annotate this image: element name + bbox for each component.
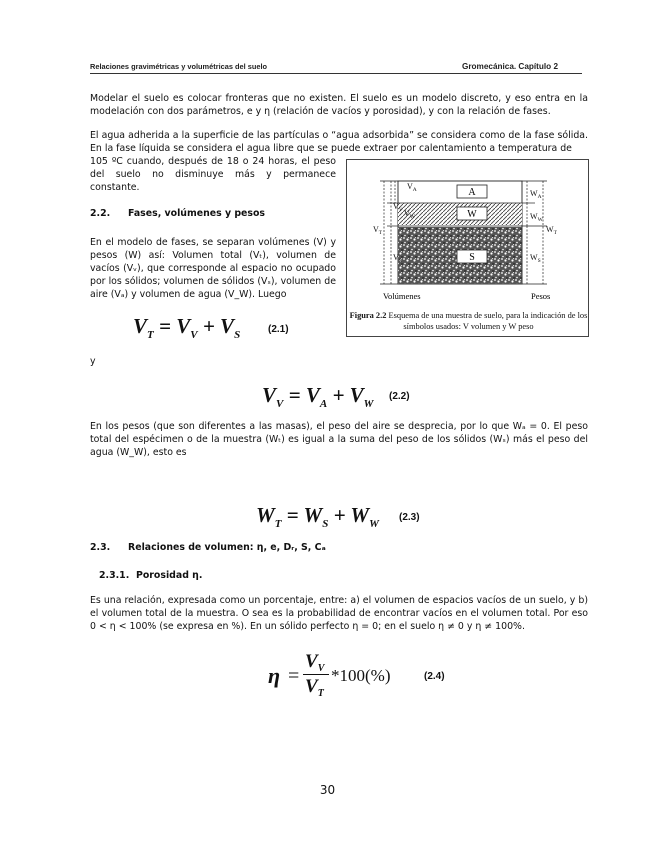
section-2-2-title: Fases, volúmenes y pesos xyxy=(128,208,266,219)
phase-label-water: W xyxy=(467,209,477,220)
label-weights: Pesos xyxy=(531,291,551,301)
label-vw: $V_W$ xyxy=(404,209,415,220)
label-volumes: Volúmenes xyxy=(383,291,421,301)
equation-2-1-number: (2.1) xyxy=(268,324,289,335)
header-rule xyxy=(90,73,582,74)
equation-2-4-number: (2.4) xyxy=(424,671,445,682)
eq4-rhs: *100(%) xyxy=(331,666,391,685)
paragraph-3: En el modelo de fases, se separan volúmenes (V) y pesos (W) así: Volumen total (Vₜ), volumen de vacíos (Vᵥ), que corresponde al espacio no ocupado por los sólidos; volumen de sólidos (Vₛ), volumen de aire (Vₐ) y volumen de agua (V_W). Luego xyxy=(90,237,336,300)
paragraph-1: Modelar el suelo es colocar fronteras que no existen. El suelo es un modelo discreto, y eso entra en la modelación con dos parámetros, e y η (relación de vacíos y porosidad), y con la relación de fases. xyxy=(90,93,588,117)
label-wa: $W_A$ xyxy=(530,189,542,200)
figure-phase-diagram xyxy=(346,159,589,337)
section-2-3-title: Relaciones de volumen: η, e, Dᵣ, S, Cₐ xyxy=(128,542,326,553)
equation-2-2-number: (2.2) xyxy=(389,391,410,402)
caption-text: Esquema de una muestra de suelo, para la indicación de los símbolos usados: V volumen y W peso xyxy=(386,311,588,331)
connector-y: y xyxy=(90,356,96,367)
section-2-3-1-number: 2.3.1. xyxy=(99,570,130,581)
denominator-vt: $V_T$ xyxy=(305,676,324,699)
equation-2-2: $V_V = V_A + V_W$ xyxy=(262,383,374,410)
section-2-3-number: 2.3. xyxy=(90,542,111,553)
fraction-bar xyxy=(303,674,329,675)
equals-sign: = xyxy=(288,665,300,687)
header-left: Relaciones gravimétricas y volumétricas del suelo xyxy=(90,62,268,71)
phase-label-air: A xyxy=(468,187,476,198)
header-right: Gromecánica. Capítulo 2 xyxy=(462,62,559,71)
equation-2-3-number: (2.3) xyxy=(399,512,420,523)
paragraph-5: Es una relación, expresada como un porcentaje, entre: a) el volumen de espacios vacíos de un suelo, y b) el volumen total de la muestra. O sea es la probabilidad de encontrar vacíos en el volumen total. Por eso 0 < η < 100% (se expresa en %). En un sólido perfecto η = 0; en el suelo η ≠ 0 y η ≠ 100%. xyxy=(90,595,588,632)
label-vs: $V_S$ xyxy=(393,253,402,264)
equation-2-3: $W_T = W_S + W_W$ xyxy=(256,503,379,530)
label-vv: $V_V$ xyxy=(393,202,403,213)
paragraph-4: En los pesos (que son diferentes a las masas), el peso del aire se desprecia, por lo que Wₐ = 0. El peso total del espécimen o de la muestra (Wₜ) es igual a la suma del peso de los sólidos (Wₛ) más el peso del agua (W_W), esto es xyxy=(90,421,588,458)
figure-caption xyxy=(347,311,590,332)
paragraph-2: El agua adherida a la superficie de las partículas o “agua adsorbida” se considera como de la fase sólida. En la fase líquida se considera el agua libre que se puede extraer por calentamiento a temperatura de xyxy=(90,130,588,154)
phase-diagram-svg xyxy=(347,160,588,336)
label-wt: $W_T$ xyxy=(546,225,557,236)
label-ww: $W_W$ xyxy=(530,212,543,223)
phase-label-solid: S xyxy=(469,252,475,263)
label-va: $V_A$ xyxy=(407,182,417,193)
label-ws: $W_S$ xyxy=(530,253,541,264)
section-2-2-number: 2.2. xyxy=(90,208,111,219)
equation-2-1: $V_T = V_V + V_S$ xyxy=(133,314,241,341)
numerator-vv: $V_V$ xyxy=(305,651,325,674)
section-2-3-1-title: Porosidad η. xyxy=(136,570,203,581)
page-number: 30 xyxy=(319,783,336,797)
caption-label: Figura 2.2 xyxy=(349,311,387,320)
paragraph-2-cont: 105 ºC cuando, después de 18 o 24 horas, el peso del suelo no disminuye más y permanece constante. xyxy=(90,156,336,193)
label-vt: $V_T$ xyxy=(373,225,383,236)
equation-2-4 xyxy=(268,653,418,699)
eta-symbol: η xyxy=(268,663,281,688)
